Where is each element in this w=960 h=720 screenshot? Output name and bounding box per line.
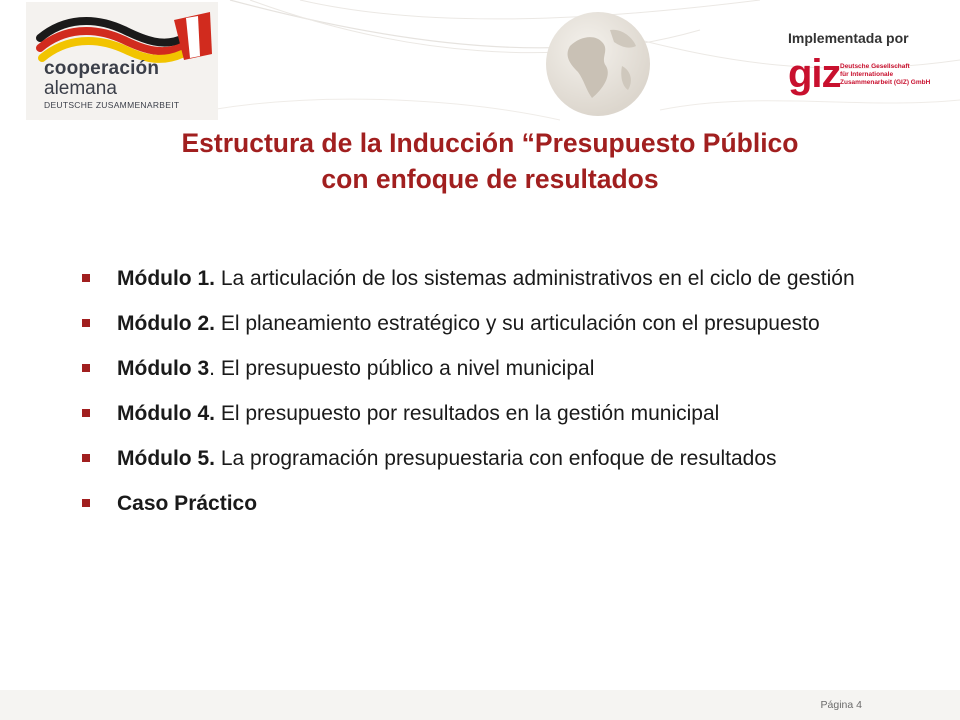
item-heading: Módulo 3 [117,357,210,380]
giz-subtitle [840,63,930,87]
item-text: El presupuesto por resultados en la gestión municipal [215,402,720,425]
giz-wordmark: giz [788,52,841,96]
bullet-square-icon [82,499,90,507]
bullet-square-icon [82,319,90,327]
logo-text-alemana: alemana [44,78,117,99]
item-text: La articulación de los sistemas administrativos en el ciclo de gestión [215,267,855,290]
list-item [82,400,902,427]
cooperacion-alemana-logo [26,2,218,120]
flag-ribbon-icon [34,8,214,64]
giz-logo [788,30,958,110]
title-line-1: Estructura de la Inducción “Presupuesto Público [181,128,799,158]
list-item [82,490,902,517]
slide-title [110,125,870,197]
item-heading: Módulo 2. [117,312,215,335]
logo-text-cooperacion: cooperación [44,58,160,79]
item-heading: Módulo 5. [117,447,215,470]
footer-band [0,690,960,720]
giz-sub-line: Deutsche Gesellschaft [840,63,910,70]
item-text: La programación presupuestaria con enfoque de resultados [215,447,777,470]
bullet-square-icon [82,409,90,417]
list-item [82,265,902,292]
bullet-square-icon [82,274,90,282]
item-text: . El presupuesto público a nivel municipal [209,357,595,380]
list-item [82,355,902,382]
giz-sub-line: Zusammenarbeit (GIZ) GmbH [840,79,931,86]
item-heading: Módulo 4. [117,402,215,425]
list-item [82,310,902,337]
bullet-square-icon [82,364,90,372]
item-text: El planeamiento estratégico y su articulación con el presupuesto [215,312,820,335]
item-heading: Módulo 1. [117,267,215,290]
implemented-by-label: Implementada por [788,30,909,46]
globe-icon [540,6,656,122]
page-number: Página 4 [820,699,862,711]
list-item [82,445,902,472]
logo-text-deutsche: DEUTSCHE ZUSAMMENARBEIT [44,100,180,110]
title-line-2: con enfoque de resultados [321,164,659,194]
giz-sub-line: für Internationale [840,71,894,78]
item-heading: Caso Práctico [117,492,258,515]
bullet-square-icon [82,454,90,462]
module-list [82,265,902,535]
